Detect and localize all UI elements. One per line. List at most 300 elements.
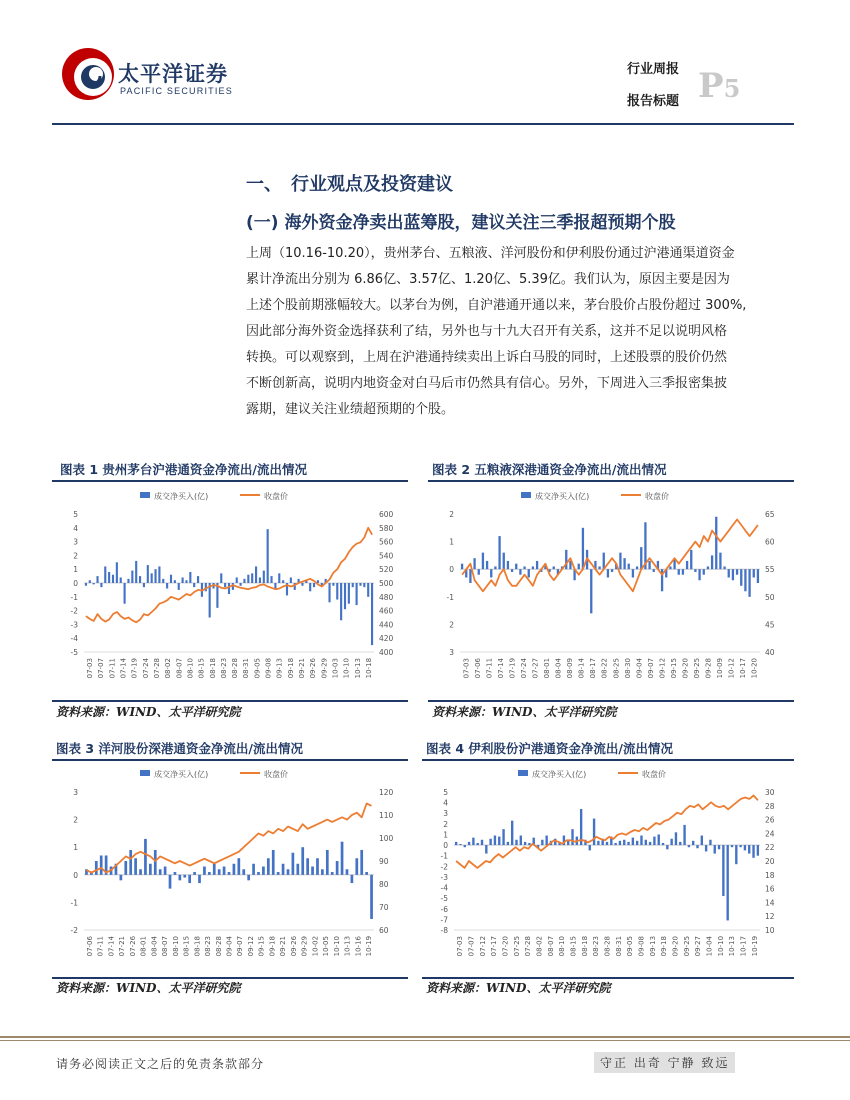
x-axis-tick-label: 09-13: [648, 935, 657, 957]
bar-mark: [468, 842, 470, 845]
right-axis-tick-label: 26: [765, 815, 775, 825]
x-axis-tick-label: 10-18: [364, 657, 373, 679]
bar-mark: [301, 583, 303, 586]
bar-mark: [277, 872, 280, 875]
figure-4-title: 图表 4 伊利股份沪港通资金净流出/流出情况: [426, 741, 673, 756]
bar-mark: [174, 580, 176, 583]
bar-mark: [336, 861, 339, 875]
x-axis-tick-label: 07-17: [490, 936, 499, 957]
x-axis-tick-label: 08-28: [214, 936, 223, 957]
bar-mark: [371, 583, 373, 645]
bar-mark: [370, 875, 373, 919]
bar-mark: [135, 561, 137, 583]
bar-mark: [698, 569, 700, 580]
x-axis-tick-label: 08-01: [139, 936, 148, 957]
right-axis-tick-label: 90: [379, 857, 389, 866]
bar-mark: [174, 872, 177, 875]
bar-mark: [108, 572, 110, 583]
x-axis-tick-label: 08-10: [171, 936, 180, 957]
bar-mark: [351, 875, 354, 883]
bar-mark: [682, 569, 684, 575]
figure-1-title: 图表 1 贵州茅台沪港通资金净流出/流出情况: [60, 462, 307, 477]
bar-mark: [719, 553, 721, 570]
bar-mark: [511, 569, 513, 572]
x-axis-tick-label: 09-21: [279, 935, 288, 957]
left-axis-tick-label: -8: [440, 926, 448, 935]
footer-rule-thin: [0, 1040, 850, 1041]
report-title-label: 报告标题: [627, 94, 680, 109]
bar-mark: [623, 558, 625, 569]
bar-mark: [739, 845, 741, 847]
x-axis-tick-label: 10-16: [354, 936, 363, 957]
bar-mark: [178, 875, 181, 881]
bar-mark: [696, 845, 698, 848]
bar-mark: [694, 569, 696, 572]
right-axis-tick-label: 20: [765, 857, 775, 866]
x-axis-tick-label: 07-07: [467, 936, 476, 957]
x-axis-tick-label: 10-13: [343, 935, 352, 957]
bar-mark: [166, 583, 168, 589]
bar-mark: [116, 562, 118, 583]
bar-mark: [267, 529, 269, 583]
bar-mark: [213, 864, 216, 875]
x-axis-tick-label: 08-15: [197, 657, 206, 679]
bar-mark: [360, 850, 363, 875]
bar-mark: [507, 842, 509, 845]
logo-text: 太平洋证券: [118, 62, 228, 86]
left-axis-tick-label: -3: [70, 620, 78, 630]
paragraph-line: 上周（10.16-10.20），贵州茅台、五粮液、洋河股份和伊利股份通过沪港通渠道资金: [246, 246, 735, 261]
bar-mark: [154, 850, 157, 875]
bar-mark: [124, 861, 127, 875]
x-axis-tick-label: 09-13: [275, 658, 284, 679]
bar-mark: [278, 573, 280, 583]
bar-mark: [144, 839, 147, 875]
bar-mark: [658, 834, 660, 845]
x-axis-tick-label: 09-26: [309, 658, 318, 679]
right-axis-tick-label: 460: [379, 606, 394, 616]
bar-mark: [578, 564, 580, 570]
bar-mark: [367, 583, 369, 597]
right-axis-tick-label: 18: [765, 870, 775, 880]
bar-mark: [662, 843, 664, 845]
bar-mark: [223, 867, 226, 875]
left-axis-tick-label: -1: [70, 592, 78, 602]
bar-mark: [718, 845, 720, 849]
bar-mark: [519, 569, 521, 575]
bar-mark: [645, 840, 647, 845]
x-axis-tick-label: 07-03: [86, 658, 95, 679]
right-axis-tick-label: 70: [379, 903, 389, 912]
paragraph-line: 露期，建议关注业绩超预期的个股。: [246, 402, 455, 417]
bar-mark: [164, 867, 167, 875]
x-axis-tick-label: 10-05: [322, 936, 331, 957]
bar-mark: [290, 577, 292, 583]
footer-motto: 守正 出奇 宁静 致远: [594, 1052, 735, 1073]
bar-mark: [236, 577, 238, 583]
left-axis-tick-label: 1: [73, 843, 78, 853]
bar-mark: [139, 869, 142, 875]
x-axis-tick-label: 07-14: [496, 658, 505, 679]
left-axis-tick-label: 0: [73, 870, 78, 880]
x-axis-tick-label: 09-18: [660, 936, 669, 957]
left-axis-tick-label: 2: [73, 551, 78, 561]
bar-mark: [598, 566, 600, 569]
bar-mark: [100, 855, 103, 874]
bar-mark: [93, 583, 95, 584]
bar-mark: [748, 845, 750, 853]
x-axis-tick-label: 08-14: [577, 658, 586, 679]
bar-mark: [472, 838, 474, 845]
bar-mark: [311, 867, 314, 875]
x-axis-tick-label: 09-29: [300, 936, 309, 957]
bar-mark: [306, 858, 309, 875]
right-axis-tick-label: 16: [765, 884, 775, 894]
bar-mark: [640, 836, 642, 846]
bar-mark: [553, 566, 555, 569]
bar-mark: [147, 565, 149, 583]
x-axis-tick-label: 07-03: [456, 936, 465, 957]
bar-mark: [348, 583, 350, 604]
right-axis-tick-label: 40: [765, 648, 775, 657]
bar-mark: [95, 861, 98, 875]
bar-mark: [744, 845, 746, 850]
bar-mark: [636, 841, 638, 845]
right-axis-tick-label: 24: [765, 829, 775, 839]
bar-mark: [365, 872, 368, 875]
bar-mark: [726, 845, 728, 920]
bar-mark: [632, 569, 634, 577]
bar-mark: [623, 840, 625, 845]
bar-mark: [296, 864, 299, 875]
bar-mark: [473, 558, 475, 569]
bar-mark: [96, 576, 98, 583]
x-axis-tick-label: 10-13: [728, 936, 737, 957]
paragraph-line: 不断创新高，说明内地资金对白马后市仍然具有信心。另外，下周进入三季报密集披: [246, 376, 728, 391]
x-axis-tick-label: 07-14: [119, 657, 128, 679]
x-axis-tick-label: 07-24: [520, 658, 528, 679]
x-axis-tick-label: 09-12: [658, 657, 667, 679]
x-axis-tick-label: 08-18: [193, 936, 202, 957]
left-axis-tick-label: -4: [440, 883, 448, 893]
bar-mark: [627, 842, 629, 845]
bar-mark: [85, 583, 87, 586]
bar-mark: [134, 858, 137, 875]
bar-mark: [131, 571, 133, 583]
bar-mark: [735, 845, 737, 864]
x-axis-tick-label: 07-20: [501, 936, 510, 957]
figure-1-source: 资料来源：WIND、太平洋研究院: [56, 705, 241, 719]
x-axis-tick-label: 08-04: [554, 658, 563, 679]
right-axis-tick-label: 100: [379, 834, 394, 843]
right-axis-tick-label: 400: [379, 648, 394, 657]
right-axis-tick-label: 50: [765, 592, 775, 602]
bar-mark: [340, 583, 342, 620]
x-axis-tick-label: 08-17: [589, 658, 598, 679]
bar-mark: [679, 842, 681, 845]
bar-mark: [757, 569, 759, 583]
x-axis-tick-label: 08-04: [150, 935, 159, 957]
bar-mark: [332, 583, 334, 586]
bar-mark: [188, 875, 191, 883]
legend-bar-label: 成交净买入(亿): [154, 492, 209, 501]
left-axis-tick-label: 4: [443, 798, 448, 808]
x-axis-tick-label: 08-07: [161, 936, 170, 957]
bar-mark: [678, 569, 680, 575]
bar-mark: [757, 845, 759, 856]
x-axis-tick-label: 09-21: [298, 658, 306, 679]
bar-mark: [669, 566, 671, 569]
left-axis-tick-label: -4: [70, 634, 78, 644]
x-axis-tick-label: 09-04: [635, 657, 644, 679]
bar-mark: [356, 583, 358, 605]
bar-mark: [486, 561, 488, 569]
left-axis-tick-label: 0: [73, 579, 78, 588]
section-heading: 一、 行业观点及投资建议: [246, 174, 453, 195]
bar-mark: [670, 839, 672, 845]
bar-mark: [593, 819, 595, 846]
legend-line-label: 收盘价: [264, 492, 288, 501]
x-axis-tick-label: 08-15: [182, 935, 191, 957]
right-axis-tick-label: 540: [379, 551, 394, 561]
left-axis-tick-label: -7: [440, 915, 448, 925]
header-divider: [52, 123, 794, 125]
bar-mark: [139, 576, 141, 583]
x-axis-tick-label: 09-07: [646, 658, 655, 679]
bar-mark: [341, 842, 344, 875]
figure-2-top-rule: [428, 480, 794, 482]
bar-mark: [243, 579, 245, 583]
bar-mark: [197, 576, 199, 583]
bar-mark: [263, 571, 265, 583]
bar-mark: [208, 872, 211, 875]
bar-mark: [498, 536, 500, 569]
bar-mark: [252, 864, 255, 875]
x-axis-tick-label: 09-20: [671, 936, 680, 957]
bar-mark: [169, 875, 172, 889]
bar-mark: [707, 566, 709, 569]
bar-mark: [740, 569, 742, 586]
legend-bar-swatch: [140, 770, 150, 776]
left-axis-tick-label: 1: [443, 830, 448, 840]
x-axis-tick-label: 07-27: [531, 658, 540, 679]
x-axis-tick-label: 07-11: [108, 658, 117, 679]
x-axis-tick-label: 09-25: [682, 935, 691, 957]
logo-subtext: PACIFIC SECURITIES: [120, 86, 233, 96]
x-axis-tick-label: 08-31: [242, 657, 251, 679]
x-axis-tick-label: 10-19: [365, 935, 374, 957]
price-line: [86, 528, 372, 623]
bar-mark: [597, 841, 599, 845]
bar-mark: [287, 869, 290, 875]
bar-mark: [89, 580, 91, 583]
x-axis-tick-label: 09-08: [637, 936, 646, 957]
bar-mark: [209, 583, 211, 618]
right-axis-tick-label: 22: [765, 843, 775, 853]
bar-mark: [590, 569, 592, 613]
bar-mark: [498, 837, 500, 845]
bar-mark: [112, 575, 114, 583]
x-axis-tick-label: 10-13: [353, 658, 362, 679]
x-axis-tick-label: 09-29: [320, 657, 329, 679]
x-axis-tick-label: 10-04: [705, 936, 714, 957]
x-axis-tick-label: 07-26: [128, 935, 137, 957]
figure-4-top-rule: [422, 759, 794, 761]
paragraph-line: 累计净流出分别为 6.86亿、3.57亿、1.20亿、5.39亿。我们认为，原因主要是因为: [246, 272, 730, 287]
x-axis-tick-label: 09-05: [626, 936, 635, 957]
bar-mark: [274, 583, 276, 589]
x-axis-tick-label: 08-10: [558, 936, 567, 957]
x-axis-tick-label: 07-03: [462, 658, 471, 679]
bar-mark: [589, 845, 591, 850]
left-axis-tick-label: 0: [443, 841, 448, 851]
right-axis-tick-label: 520: [379, 565, 394, 575]
bar-mark: [607, 569, 609, 577]
bar-mark: [228, 872, 231, 875]
bar-mark: [193, 872, 196, 875]
x-axis-tick-label: 08-23: [219, 657, 228, 679]
x-axis-tick-label: 08-18: [580, 935, 589, 957]
bar-mark: [159, 869, 162, 875]
bar-mark: [247, 575, 249, 583]
x-axis-tick-label: 09-04: [225, 936, 234, 957]
x-axis-tick-label: 08-28: [231, 658, 240, 679]
right-axis-tick-label: 10: [765, 926, 775, 935]
bar-mark: [170, 575, 172, 583]
x-axis-tick-label: 10-20: [750, 657, 759, 679]
x-axis-tick-label: 07-14: [107, 936, 116, 957]
right-axis-tick-label: 420: [379, 634, 394, 644]
x-axis-tick-label: 08-28: [603, 936, 612, 957]
x-axis-tick-label: 07-21: [118, 936, 127, 957]
x-axis-tick-label: 07-07: [97, 657, 106, 679]
right-axis-tick-label: 120: [379, 788, 394, 797]
bar-mark: [541, 840, 543, 845]
bar-mark: [331, 872, 334, 875]
bar-mark: [459, 844, 461, 845]
bar-mark: [515, 564, 517, 570]
bar-mark: [100, 583, 102, 587]
x-axis-tick-label: 10-10: [332, 935, 341, 957]
left-axis-tick-label: 2: [449, 620, 454, 630]
x-axis-tick-label: 10-10: [342, 657, 351, 679]
bar-mark: [104, 566, 106, 583]
footer-rule-thick: [0, 1036, 850, 1038]
paragraph-line: 转换。可以观察到，上周在沪港通持续卖出上诉白马股的同时，上述股票的股价仍然: [246, 350, 728, 365]
x-axis-tick-label: 10-03: [331, 658, 340, 679]
x-axis-tick-label: 07-19: [130, 658, 139, 679]
price-line: [456, 796, 758, 868]
bar-mark: [753, 569, 755, 577]
section-subheading: (一) 海外资金净卖出蓝筹股，建议关注三季报超预期个股: [246, 213, 676, 233]
x-axis-tick-label: 07-06: [473, 657, 482, 679]
bar-mark: [282, 864, 285, 875]
bar-mark: [606, 842, 608, 845]
x-axis-tick-label: 08-18: [208, 658, 217, 679]
left-axis-tick-label: -2: [440, 862, 448, 872]
left-axis-tick-label: -5: [70, 648, 78, 657]
left-axis-tick-label: 1: [73, 565, 78, 575]
bar-mark: [703, 569, 705, 575]
right-axis-tick-label: 600: [379, 510, 394, 519]
bar-mark: [218, 869, 221, 875]
bar-mark: [722, 845, 724, 896]
bar-mark: [683, 825, 685, 845]
right-axis-tick-label: 55: [765, 565, 775, 575]
logo-mark-icon: [60, 46, 116, 102]
x-axis-tick-label: 08-25: [612, 658, 621, 679]
bar-mark: [478, 569, 480, 575]
bar-mark: [158, 566, 160, 583]
bar-mark: [326, 850, 329, 875]
x-axis-tick-label: 08-02: [164, 658, 173, 679]
bar-mark: [511, 821, 513, 845]
left-axis-tick-label: 3: [449, 648, 454, 657]
left-axis-tick-label: 2: [449, 510, 454, 519]
figure-3-title: 图表 3 洋河股份深港通资金净流出/流出情况: [56, 741, 303, 756]
bar-mark: [127, 579, 129, 583]
right-axis-tick-label: 60: [379, 926, 389, 935]
bar-mark: [344, 583, 346, 609]
bar-mark: [690, 550, 692, 569]
bar-mark: [363, 583, 365, 587]
right-axis-tick-label: 45: [765, 620, 775, 630]
bar-mark: [611, 569, 613, 572]
x-axis-tick-label: 08-15: [569, 936, 578, 957]
bar-mark: [736, 569, 738, 575]
bar-mark: [336, 583, 338, 600]
x-axis-tick-label: 08-01: [543, 657, 551, 679]
figure-3-top-rule: [52, 759, 408, 761]
x-axis-tick-label: 09-27: [694, 936, 703, 957]
left-axis-tick-label: 5: [443, 788, 448, 797]
x-axis-tick-label: 07-11: [96, 935, 105, 957]
bar-mark: [251, 573, 253, 583]
bar-mark: [503, 553, 505, 570]
bar-mark: [528, 843, 530, 845]
chart-1: [52, 484, 408, 698]
bar-mark: [520, 836, 522, 846]
bar-mark: [255, 566, 257, 583]
bar-mark: [272, 850, 275, 875]
bar-mark: [482, 553, 484, 570]
x-axis-tick-label: 07-12: [478, 935, 487, 957]
bar-mark: [461, 564, 463, 570]
bar-mark: [124, 583, 126, 604]
bar-mark: [143, 583, 145, 587]
x-axis-tick-label: 09-08: [264, 657, 273, 679]
figure-4-source: 资料来源：WIND、太平洋研究院: [426, 981, 611, 995]
x-axis-tick-label: 08-02: [535, 936, 544, 957]
left-axis-tick-label: 3: [73, 537, 78, 547]
bar-mark: [705, 845, 707, 851]
bar-mark: [355, 858, 358, 875]
legend-line-label: 收盘价: [645, 492, 669, 501]
bar-mark: [490, 569, 492, 577]
bar-mark: [328, 583, 330, 602]
right-axis-tick-label: 30: [765, 788, 775, 797]
bar-mark: [185, 580, 187, 583]
bar-mark: [120, 875, 123, 881]
left-axis-tick-label: -6: [440, 904, 448, 914]
x-axis-tick-label: 07-28: [153, 658, 161, 679]
bar-mark: [203, 867, 206, 875]
footer-disclaimer: 请务必阅读正文之后的免责条款部分: [56, 1057, 265, 1071]
x-axis-tick-label: 08-23: [204, 935, 212, 957]
bar-mark: [524, 842, 526, 845]
x-axis-tick-label: 08-31: [614, 935, 623, 957]
bar-mark: [182, 577, 184, 583]
